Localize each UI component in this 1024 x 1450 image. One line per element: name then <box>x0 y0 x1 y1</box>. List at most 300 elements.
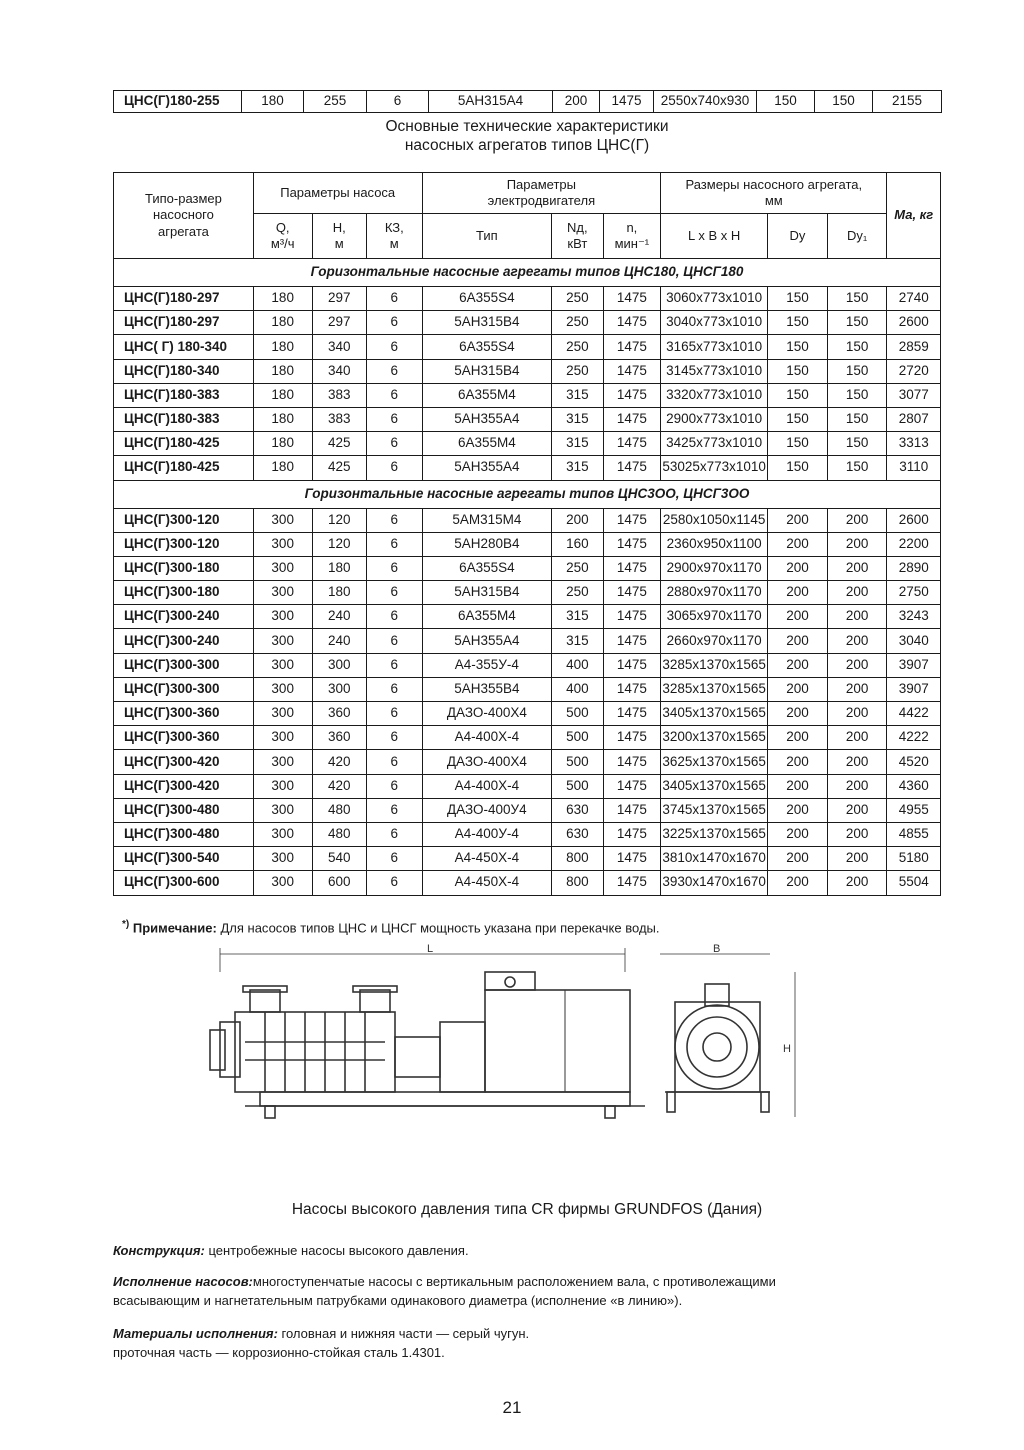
table-cell: 200 <box>827 847 887 871</box>
table-cell: 200 <box>768 605 828 629</box>
table-row <box>114 508 941 532</box>
section-header: Горизонтальные насосные агрегаты типов ЦНС180, ЦНСГ180 <box>114 259 941 287</box>
table-cell: ЦНС(Г)300-240 <box>114 629 254 653</box>
page-number: 21 <box>502 1398 522 1417</box>
table-cell: 240 <box>312 605 367 629</box>
table-cell: 425 <box>312 456 367 480</box>
table-row <box>114 726 941 750</box>
execution-paragraph <box>113 1272 913 1310</box>
table-cell: 3425x773x1010 <box>661 432 768 456</box>
table-cell: 3907 <box>887 653 941 677</box>
table-cell: 3285x1370x1565 <box>661 677 768 701</box>
table-cell: 300 <box>312 677 367 701</box>
table-cell: 5АН315В4 <box>422 359 552 383</box>
table-cell: 3110 <box>887 456 941 480</box>
table-cell: 1475 <box>603 383 661 407</box>
table-cell: ЦНС(Г)180-425 <box>114 456 254 480</box>
table-cell: 6 <box>367 726 423 750</box>
header-dy1: Dу₁ <box>827 214 887 259</box>
table-cell: 200 <box>768 702 828 726</box>
table-cell: ЦНС(Г)300-240 <box>114 605 254 629</box>
table-cell: 5АН315В4 <box>422 581 552 605</box>
table-cell: 150 <box>757 91 815 113</box>
table-cell: 4360 <box>887 774 941 798</box>
table-cell: 500 <box>552 750 603 774</box>
table-cell: 3060x773x1010 <box>661 287 768 311</box>
table-cell: 150 <box>768 456 828 480</box>
table-cell: 6 <box>367 774 423 798</box>
table-cell: 6 <box>367 677 423 701</box>
table-cell: 250 <box>552 359 603 383</box>
table-cell: 3077 <box>887 383 941 407</box>
table-cell: 1475 <box>603 822 661 846</box>
table-cell: 2660x970x1170 <box>661 629 768 653</box>
table-row <box>114 335 941 359</box>
table-cell: 300 <box>253 508 312 532</box>
table-cell: 6 <box>367 407 423 431</box>
table-cell: 1475 <box>603 605 661 629</box>
table-row <box>114 91 942 113</box>
table-cell: 340 <box>312 335 367 359</box>
table-cell: 200 <box>768 677 828 701</box>
table-cell: 3405x1370x1565 <box>661 774 768 798</box>
table-cell: 6А355М4 <box>422 383 552 407</box>
table-cell: 315 <box>552 629 603 653</box>
table-cell: 200 <box>827 629 887 653</box>
table-cell: 3810x1470x1670 <box>661 847 768 871</box>
table-cell: 150 <box>768 335 828 359</box>
table-cell: 300 <box>253 702 312 726</box>
table-cell: 6 <box>367 629 423 653</box>
table-cell: 1475 <box>603 798 661 822</box>
table-cell: 1475 <box>603 456 661 480</box>
table-cell: 3065x970x1170 <box>661 605 768 629</box>
table-cell: 150 <box>768 311 828 335</box>
table-cell: 5АН355А4 <box>422 629 552 653</box>
table-cell: 200 <box>768 871 828 895</box>
table-cell: 180 <box>242 91 304 113</box>
table-cell: ЦНС(Г)180-340 <box>114 359 254 383</box>
table-cell: 2600 <box>887 508 941 532</box>
table-cell: 6 <box>367 556 423 580</box>
table-cell: ДАЗО-400Х4 <box>422 702 552 726</box>
table-row <box>114 871 941 895</box>
table-cell: 200 <box>552 508 603 532</box>
table-cell: 5АН280В4 <box>422 532 552 556</box>
table-cell: 340 <box>312 359 367 383</box>
table-cell: 6 <box>367 798 423 822</box>
table-cell: 3165x773x1010 <box>661 335 768 359</box>
table-cell: 2720 <box>887 359 941 383</box>
table-cell: А4-400Х-4 <box>422 726 552 750</box>
table-row <box>114 653 941 677</box>
table-cell: 200 <box>768 847 828 871</box>
table-cell: 2550x740x930 <box>654 91 757 113</box>
table-cell: ЦНС(Г)300-480 <box>114 798 254 822</box>
table-row <box>114 407 941 431</box>
table-cell: 425 <box>312 432 367 456</box>
table-cell: 315 <box>552 432 603 456</box>
table-cell: 1475 <box>603 508 661 532</box>
table-cell: 1475 <box>603 750 661 774</box>
table-cell: ЦНС(Г)180-383 <box>114 383 254 407</box>
table-row <box>114 311 941 335</box>
table-cell: 4520 <box>887 750 941 774</box>
table-cell: 315 <box>552 407 603 431</box>
table-cell: 630 <box>552 798 603 822</box>
header-type: Тип <box>422 214 552 259</box>
table-cell: 300 <box>253 871 312 895</box>
table-cell: ЦНС(Г)300-120 <box>114 532 254 556</box>
table-cell: 480 <box>312 798 367 822</box>
table-cell: 300 <box>253 774 312 798</box>
table-cell: А4-355У-4 <box>422 653 552 677</box>
table-cell: 6А355S4 <box>422 556 552 580</box>
table-cell: 4855 <box>887 822 941 846</box>
table-cell: ДАЗО-400У4 <box>422 798 552 822</box>
table-cell: 315 <box>552 605 603 629</box>
table-cell: 6А355S4 <box>422 335 552 359</box>
table-cell: 180 <box>253 335 312 359</box>
table-cell: А4-400У-4 <box>422 822 552 846</box>
execution-text-2: всасывающим и нагнетательным патрубками одинакового диаметра (исполнение «в линию»). <box>113 1293 683 1308</box>
table-cell: 6 <box>367 750 423 774</box>
table-cell: 120 <box>312 508 367 532</box>
table-cell: 255 <box>304 91 367 113</box>
table-cell: 300 <box>253 629 312 653</box>
label-h: H <box>783 1043 791 1055</box>
table-cell: 160 <box>552 532 603 556</box>
table-cell: 300 <box>253 798 312 822</box>
table-cell: 383 <box>312 383 367 407</box>
table-cell: 2900x970x1170 <box>661 556 768 580</box>
table-cell: 150 <box>827 359 887 383</box>
table-cell: 150 <box>827 432 887 456</box>
table-row <box>114 532 941 556</box>
header-pump-params: Параметры насоса <box>253 173 422 214</box>
table-cell: 1475 <box>603 653 661 677</box>
table-cell: 1475 <box>603 432 661 456</box>
table-cell: 800 <box>552 871 603 895</box>
table-cell: 200 <box>768 653 828 677</box>
table-cell: 315 <box>552 456 603 480</box>
table-cell: 150 <box>768 432 828 456</box>
table-row <box>114 822 941 846</box>
table-cell: ЦНС(Г)300-540 <box>114 847 254 871</box>
table-cell: 2600 <box>887 311 941 335</box>
table-cell: 420 <box>312 774 367 798</box>
table-cell: 383 <box>312 407 367 431</box>
table-cell: 200 <box>827 726 887 750</box>
table-cell: 6 <box>367 822 423 846</box>
table-row <box>114 629 941 653</box>
table-cell: 200 <box>827 581 887 605</box>
table-row <box>114 847 941 871</box>
construction-text: центробежные насосы высокого давления. <box>208 1243 469 1258</box>
table-cell: 500 <box>552 774 603 798</box>
table-cell: 500 <box>552 726 603 750</box>
header-h: Н, м <box>312 214 367 259</box>
table-cell: 400 <box>552 653 603 677</box>
table-cell: 150 <box>815 91 873 113</box>
table-cell: ЦНС(Г)180-297 <box>114 311 254 335</box>
table-cell: 120 <box>312 532 367 556</box>
table-cell: 250 <box>552 581 603 605</box>
table-cell: 200 <box>768 774 828 798</box>
top-row-table <box>113 90 942 113</box>
table-cell: 2880x970x1170 <box>661 581 768 605</box>
table-cell: 200 <box>827 556 887 580</box>
table-cell: 200 <box>827 774 887 798</box>
table-cell: 6 <box>367 359 423 383</box>
table-cell: 315 <box>552 383 603 407</box>
table-row <box>114 750 941 774</box>
table-cell: 3200x1370x1565 <box>661 726 768 750</box>
table-cell: 4222 <box>887 726 941 750</box>
materials-label: Материалы исполнения: <box>113 1326 278 1341</box>
table-cell: 200 <box>827 677 887 701</box>
table-cell: ЦНС(Г)300-360 <box>114 702 254 726</box>
table-row <box>114 702 941 726</box>
table-cell: 180 <box>253 383 312 407</box>
table-cell: 250 <box>552 335 603 359</box>
table-cell: 3405x1370x1565 <box>661 702 768 726</box>
table-cell: 5180 <box>887 847 941 871</box>
table-cell: А4-400Х-4 <box>422 774 552 798</box>
table-cell: ЦНС(Г)300-420 <box>114 774 254 798</box>
table-cell: 150 <box>827 335 887 359</box>
materials-text-1: головная и нижняя части — серый чугун. <box>281 1326 530 1341</box>
table-cell: 3907 <box>887 677 941 701</box>
table-cell: 180 <box>312 581 367 605</box>
table-cell: 1475 <box>603 629 661 653</box>
table-cell: 300 <box>253 653 312 677</box>
table-cell: 5АН355А4 <box>422 456 552 480</box>
main-table-wrap <box>113 172 941 896</box>
table-cell: 250 <box>552 311 603 335</box>
table-row <box>114 432 941 456</box>
table-cell: 2807 <box>887 407 941 431</box>
table-cell: ЦНС(Г)300-480 <box>114 822 254 846</box>
table-cell: 297 <box>312 311 367 335</box>
table-cell: 1475 <box>603 702 661 726</box>
cr-section-title: Насосы высокого давления типа CR фирмы GRUNDFOS (Дания) <box>291 1201 763 1218</box>
header-kz: КЗ, м <box>367 214 423 259</box>
table-cell: 500 <box>552 702 603 726</box>
table-cell: ЦНС(Г)300-600 <box>114 871 254 895</box>
table-cell: 2155 <box>873 91 942 113</box>
table-cell: 300 <box>253 750 312 774</box>
table-cell: ЦНС(Г)180-297 <box>114 287 254 311</box>
table-cell: 150 <box>827 383 887 407</box>
table-cell: 200 <box>827 750 887 774</box>
table-cell: 53025x773x1010 <box>661 456 768 480</box>
table-cell: 6 <box>367 532 423 556</box>
table-cell: 300 <box>253 677 312 701</box>
table-cell: 200 <box>768 726 828 750</box>
table-cell: ЦНС(Г)180-255 <box>114 91 242 113</box>
construction-paragraph <box>113 1241 913 1260</box>
table-cell: 2900x773x1010 <box>661 407 768 431</box>
table-cell: ЦНС(Г)300-300 <box>114 653 254 677</box>
table-cell: 1475 <box>603 407 661 431</box>
table-cell: 180 <box>253 287 312 311</box>
table-cell: 6 <box>367 702 423 726</box>
table-title <box>113 117 941 155</box>
table-cell: 200 <box>768 629 828 653</box>
header-mass: Ма, кг <box>887 173 941 259</box>
title-line-2: насосных агрегатов типов ЦНС(Г) <box>404 137 650 154</box>
header-nd: Nд, кВт <box>552 214 603 259</box>
table-cell: 200 <box>827 653 887 677</box>
table-cell: 2360x950x1100 <box>661 532 768 556</box>
header-dimensions: Размеры насосного агрегата, мм <box>661 173 887 214</box>
table-cell: 2750 <box>887 581 941 605</box>
table-cell: 2859 <box>887 335 941 359</box>
table-cell: 1475 <box>603 726 661 750</box>
table-cell: 300 <box>253 581 312 605</box>
table-cell: 180 <box>312 556 367 580</box>
table-cell: 200 <box>768 822 828 846</box>
table-cell: 297 <box>312 287 367 311</box>
table-row <box>114 581 941 605</box>
table-cell: 150 <box>827 456 887 480</box>
table-cell: 1475 <box>603 287 661 311</box>
table-cell: 200 <box>768 750 828 774</box>
table-cell: 630 <box>552 822 603 846</box>
table-cell: 6 <box>367 432 423 456</box>
table-cell: 3745x1370x1565 <box>661 798 768 822</box>
table-cell: 200 <box>768 508 828 532</box>
table-cell: 6 <box>367 871 423 895</box>
header-lbh: L x B x H <box>661 214 768 259</box>
table-cell: 150 <box>768 383 828 407</box>
table-cell: 200 <box>827 871 887 895</box>
materials-paragraph <box>113 1324 913 1362</box>
table-cell: 200 <box>553 91 600 113</box>
table-cell: ЦНС(Г)300-180 <box>114 556 254 580</box>
table-cell: 360 <box>312 702 367 726</box>
materials-text-2: проточная часть — коррозионно-стойкая сталь 1.4301. <box>113 1345 445 1360</box>
table-cell: 600 <box>312 871 367 895</box>
table-row <box>114 677 941 701</box>
table-row <box>114 798 941 822</box>
table-cell: 3225x1370x1565 <box>661 822 768 846</box>
table-cell: 200 <box>768 798 828 822</box>
table-cell: 5АН355В4 <box>422 677 552 701</box>
table-cell: 250 <box>552 287 603 311</box>
table-cell: 1475 <box>603 774 661 798</box>
table-cell: 3930x1470x1670 <box>661 871 768 895</box>
table-cell: 2740 <box>887 287 941 311</box>
table-cell: 480 <box>312 822 367 846</box>
table-cell: 200 <box>827 605 887 629</box>
table-cell: 200 <box>827 508 887 532</box>
table-cell: 1475 <box>603 532 661 556</box>
table-cell: 6 <box>367 456 423 480</box>
table-cell: 180 <box>253 432 312 456</box>
table-cell: 6 <box>367 335 423 359</box>
table-cell: 300 <box>253 556 312 580</box>
table-cell: 150 <box>768 287 828 311</box>
table-cell: 180 <box>253 359 312 383</box>
title-line-1: Основные технические характеристики <box>385 118 669 135</box>
table-cell: 360 <box>312 726 367 750</box>
label-b: B <box>713 943 721 955</box>
execution-text-1: многоступенчатые насосы с вертикальным расположением вала, с противолежащими <box>252 1274 776 1289</box>
label-l: L <box>427 943 434 955</box>
header-size-type: Типо-размер насосного агрегата <box>114 173 254 259</box>
table-cell: 6 <box>367 91 429 113</box>
table-cell: 420 <box>312 750 367 774</box>
table-cell: 150 <box>768 359 828 383</box>
header-dy: Dу <box>768 214 828 259</box>
table-cell: 300 <box>253 822 312 846</box>
table-cell: 3285x1370x1565 <box>661 653 768 677</box>
section-header: Горизонтальные насосные агрегаты типов ЦНС3ОО, ЦНСГ3ОО <box>114 480 941 508</box>
top-continuation <box>113 90 941 113</box>
table-cell: 6А355S4 <box>422 287 552 311</box>
table-cell: 6 <box>367 605 423 629</box>
table-cell: 300 <box>253 605 312 629</box>
footnote <box>122 919 659 935</box>
table-cell: ДАЗО-400Х4 <box>422 750 552 774</box>
table-cell: 200 <box>768 581 828 605</box>
table-cell: 1475 <box>600 91 654 113</box>
table-cell: 6А355М4 <box>422 432 552 456</box>
table-cell: 200 <box>827 822 887 846</box>
table-cell: 2890 <box>887 556 941 580</box>
table-cell: 1475 <box>603 677 661 701</box>
table-cell: ЦНС(Г)300-420 <box>114 750 254 774</box>
table-cell: 1475 <box>603 871 661 895</box>
table-cell: 3040 <box>887 629 941 653</box>
table-cell: 1475 <box>603 335 661 359</box>
construction-label: Конструкция: <box>113 1243 205 1258</box>
table-cell: 6 <box>367 508 423 532</box>
table-row <box>114 359 941 383</box>
table-cell: 300 <box>253 726 312 750</box>
table-row <box>114 456 941 480</box>
pump-drawing <box>205 942 805 1132</box>
table-cell: 3320x773x1010 <box>661 383 768 407</box>
table-cell: 6 <box>367 581 423 605</box>
table-cell: 1475 <box>603 581 661 605</box>
table-cell: ЦНС( Г) 180-340 <box>114 335 254 359</box>
table-cell: 300 <box>253 532 312 556</box>
table-cell: 540 <box>312 847 367 871</box>
table-cell: 5504 <box>887 871 941 895</box>
table-cell: 200 <box>768 556 828 580</box>
table-cell: ЦНС(Г)300-360 <box>114 726 254 750</box>
table-cell: 1475 <box>603 359 661 383</box>
table-cell: ЦНС(Г)300-180 <box>114 581 254 605</box>
specs-table <box>113 172 941 896</box>
table-cell: 1475 <box>603 556 661 580</box>
table-cell: 180 <box>253 407 312 431</box>
table-cell: 800 <box>552 847 603 871</box>
table-cell: 150 <box>827 311 887 335</box>
table-cell: 150 <box>768 407 828 431</box>
table-cell: 4422 <box>887 702 941 726</box>
table-cell: 3145x773x1010 <box>661 359 768 383</box>
table-cell: 6А355М4 <box>422 605 552 629</box>
table-cell: 4955 <box>887 798 941 822</box>
table-cell: 5АН315В4 <box>422 311 552 335</box>
header-motor-params: Параметры электродвигателя <box>422 173 661 214</box>
table-cell: ЦНС(Г)180-425 <box>114 432 254 456</box>
table-cell: 180 <box>253 456 312 480</box>
